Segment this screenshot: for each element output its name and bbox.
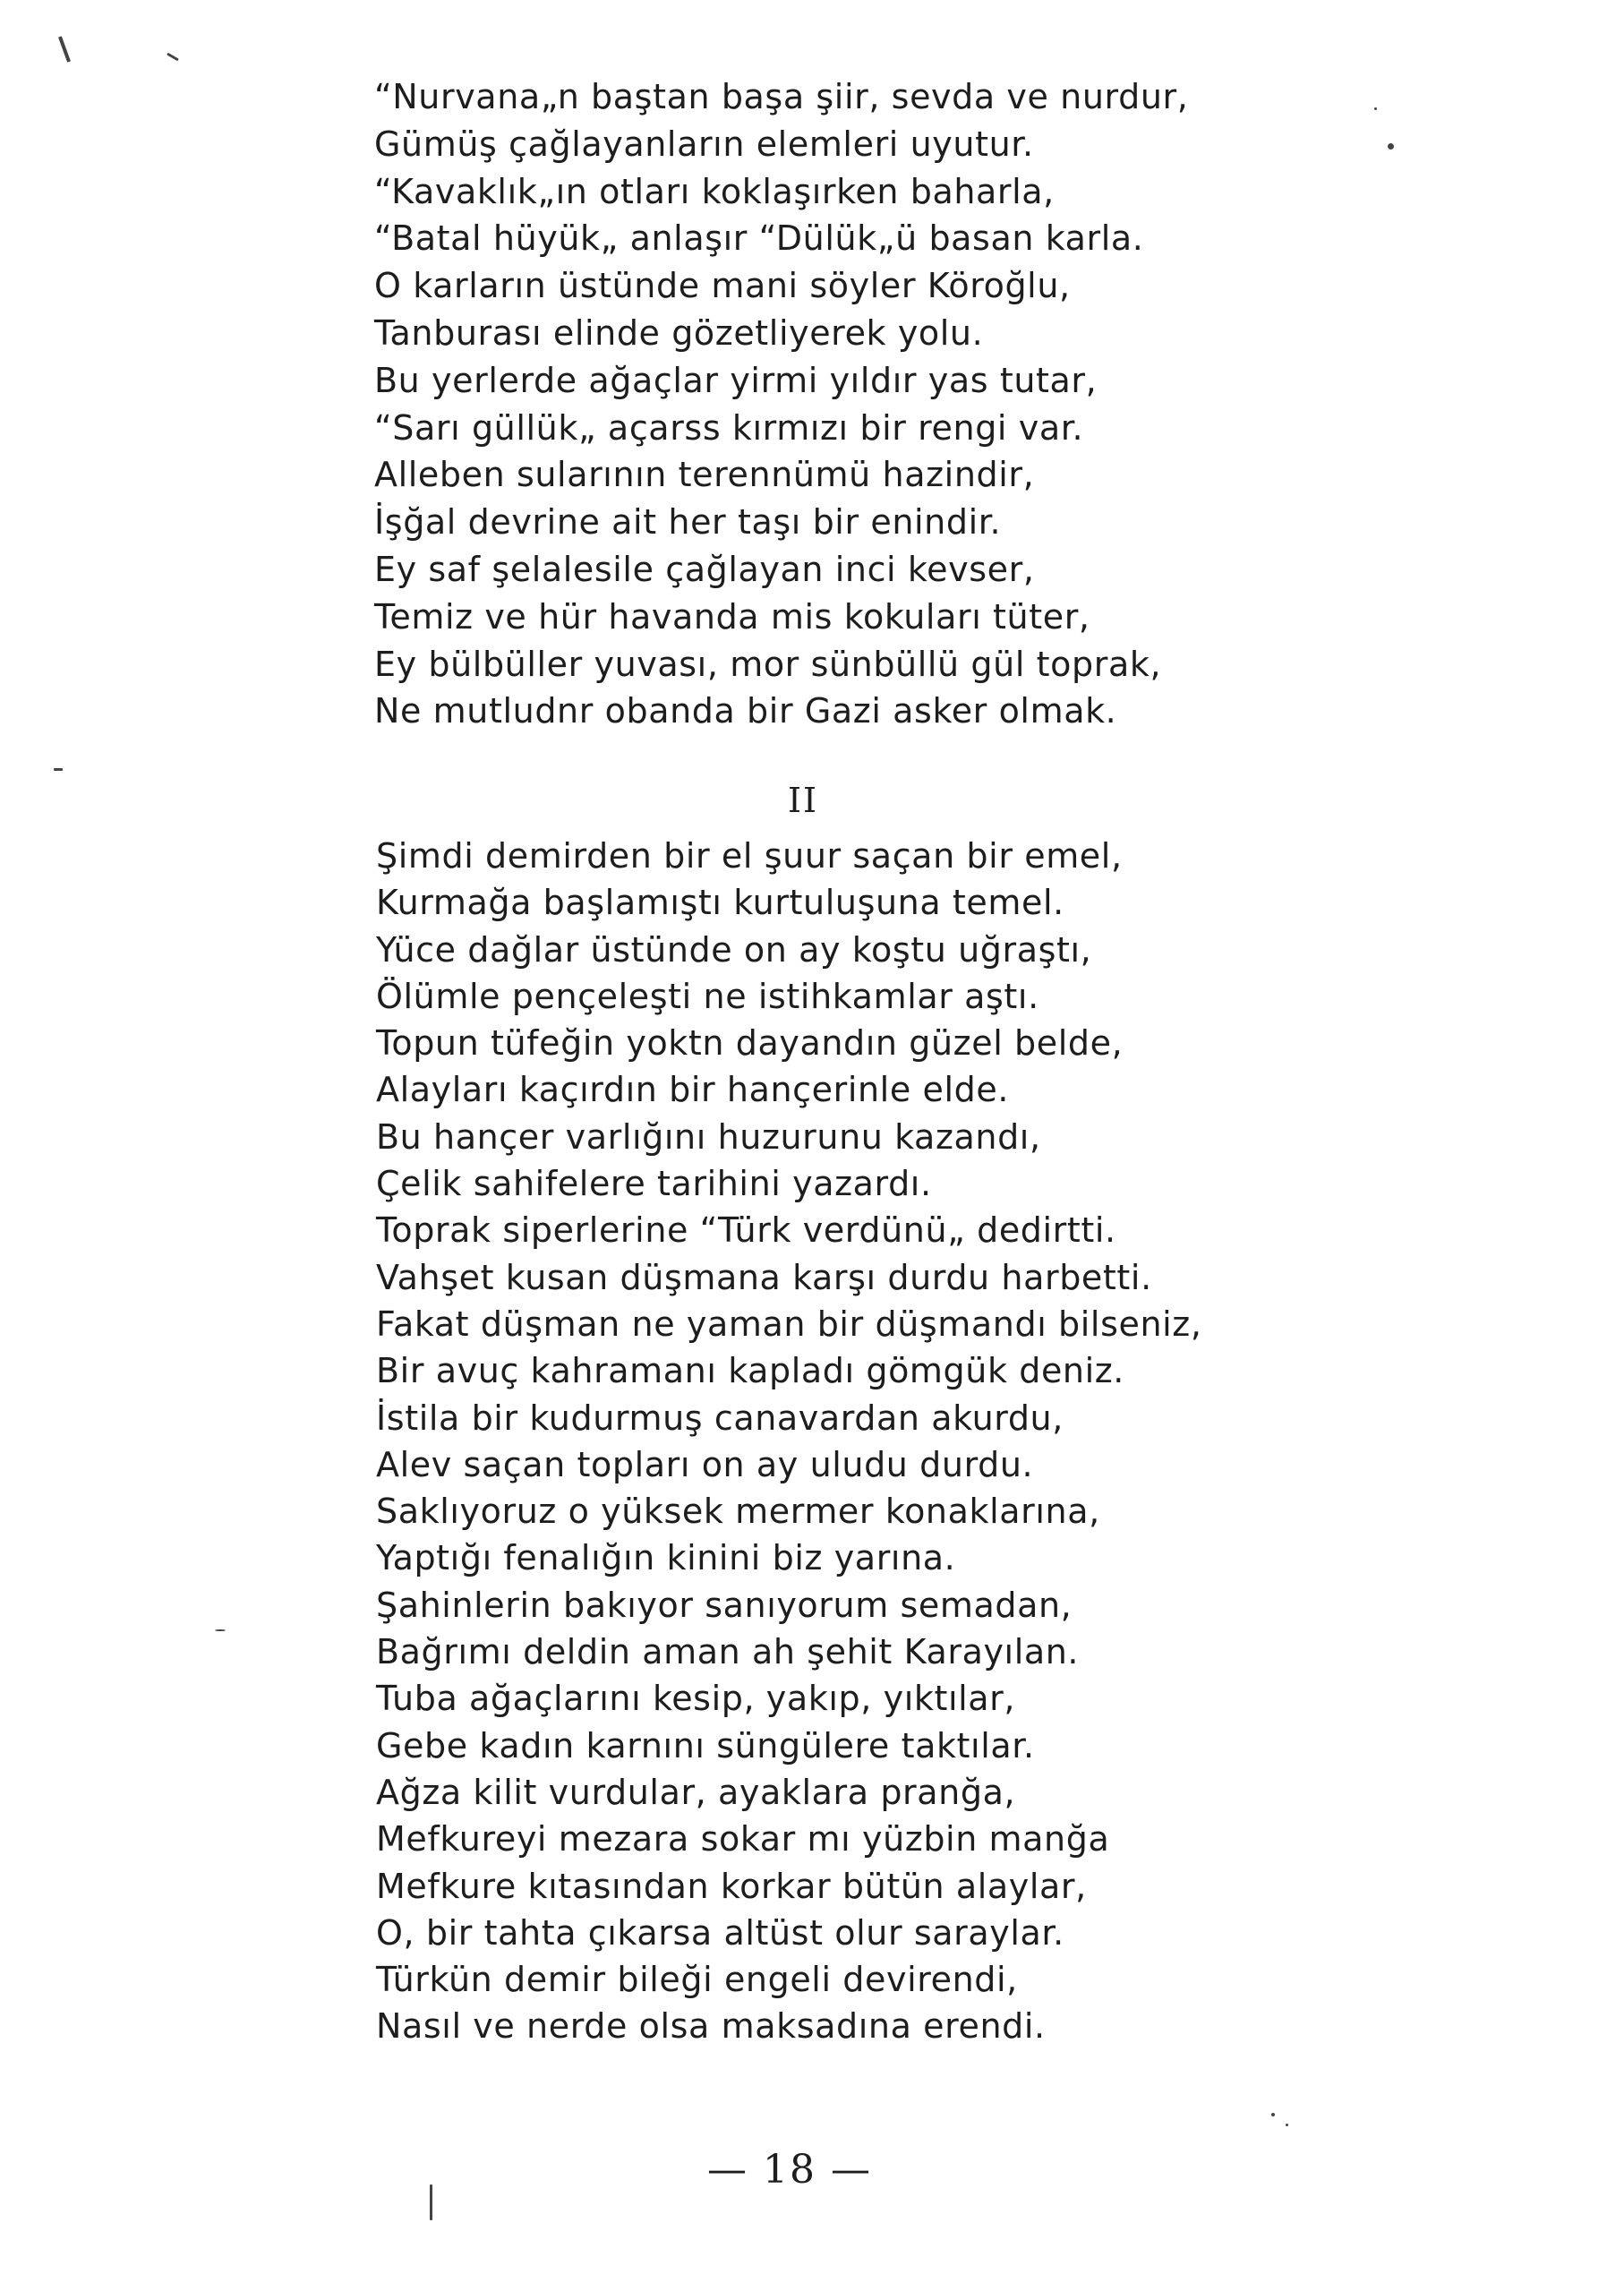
poem-line: Kurmağa başlamıştı kurtuluşuna temel.	[376, 883, 1064, 923]
scan-speck	[54, 768, 63, 771]
poem-line: Şahinlerin bakıyor sanıyorum semadan,	[376, 1585, 1073, 1625]
poem-line: Mefkureyi mezara sokar mı yüzbin manğa	[376, 1819, 1110, 1859]
poem-line: O karların üstünde mani söyler Köroğlu,	[374, 266, 1071, 306]
scan-speck	[58, 36, 71, 63]
poem-line: Yaptığı fenalığın kinini biz yarına.	[376, 1538, 956, 1578]
poem-line: Topun tüfeğin yoktn dayandın güzel belde,	[376, 1023, 1124, 1064]
section-number: II	[788, 781, 819, 820]
scan-speck	[1388, 143, 1394, 150]
poem-line: Vahşet kusan düşmana karşı durdu harbetti.	[376, 1257, 1152, 1297]
scan-speck	[1271, 2113, 1275, 2116]
page-number: — 18 —	[707, 2147, 872, 2193]
poem-line: “Sarı güllük„ açarss kırmızı bir rengi var.	[374, 407, 1084, 448]
poem-line: Ne mutludnr obanda bir Gazi asker olmak.	[374, 691, 1117, 731]
poem-line: Çelik sahifelere tarihini yazardı.	[376, 1164, 932, 1204]
scan-speck	[430, 2184, 432, 2220]
poem-line: Ağza kilit vurdular, ayaklara pranğa,	[376, 1772, 1016, 1812]
poem-stanza-1	[374, 73, 1287, 735]
scan-speck	[1374, 107, 1377, 110]
poem-line: Mefkure kıtasından korkar bütün alaylar,	[376, 1866, 1087, 1906]
poem-line: İşğal devrine ait her taşı bir enindir.	[374, 502, 1002, 543]
poem-line: Gebe kadın karnını süngülere taktılar.	[376, 1725, 1035, 1765]
scan-speck	[167, 53, 179, 62]
poem-line: Şimdi demirden bir el şuur saçan bir emel,	[376, 836, 1123, 876]
poem-line: “Batal hüyük„ anlaşır “Dülük„ü basan karla.	[374, 218, 1144, 259]
poem-line: Bir avuç kahramanı kapladı gömgük deniz.	[376, 1351, 1124, 1391]
poem-line: “Kavaklık„ın otları koklaşırken baharla,	[374, 171, 1055, 211]
poem-line: Toprak siperlerine “Türk verdünü„ dedirtti.	[376, 1210, 1116, 1251]
poem-line: Bağrımı deldin aman ah şehit Karayılan.	[376, 1632, 1080, 1672]
poem-line: Bu hançer varlığını huzurunu kazandı,	[376, 1116, 1041, 1157]
poem-line: Tanburası elinde gözetliyerek yolu.	[374, 312, 984, 353]
poem-line: Alleben sularının terennümü hazindir,	[374, 455, 1035, 495]
poem-line: Ey bülbüller yuvası, mor sünbüllü gül toprak,	[374, 644, 1162, 684]
scan-speck	[215, 1629, 226, 1631]
poem-line: Saklıyoruz o yüksek mermer konaklarına,	[376, 1492, 1100, 1532]
poem-line: Gümüş çağlayanların elemleri uyutur.	[374, 124, 1034, 164]
poem-line: Ölümle pençeleşti ne istihkamlar aştı.	[376, 976, 1039, 1016]
poem-line: Türkün demir bileği engeli devirendi,	[376, 1960, 1018, 2000]
poem-line: Temiz ve hür havanda mis kokuları tüter,	[374, 596, 1090, 637]
poem-line: Nasıl ve nerde olsa maksadına erendi.	[376, 2006, 1046, 2047]
poem-line: Yüce dağlar üstünde on ay koştu uğraştı,	[376, 929, 1092, 970]
poem-line: O, bir tahta çıkarsa altüst olur saraylar.	[376, 1912, 1064, 1953]
poem-line: Fakat düşman ne yaman bir düşmandı bilseniz,	[376, 1304, 1202, 1344]
poem-line: Ey saf şelalesile çağlayan inci kevser,	[374, 549, 1035, 589]
poem-line: İstila bir kudurmuş canavardan akurdu,	[376, 1398, 1064, 1438]
poem-line: Bu yerlerde ağaçlar yirmi yıldır yas tutar,	[374, 360, 1098, 400]
poem-line: “Nurvana„n baştan başa şiir, sevda ve nurdur,	[374, 77, 1189, 116]
poem-stanza-2	[376, 833, 1289, 2050]
poem-line: Alev saçan topları on ay uludu durdu.	[376, 1444, 1034, 1484]
scan-speck	[1286, 2124, 1288, 2126]
poem-line: Alayları kaçırdın bir hançerinle elde.	[376, 1070, 1010, 1110]
poem-line: Tuba ağaçlarını kesip, yakıp, yıktılar,	[376, 1679, 1016, 1719]
